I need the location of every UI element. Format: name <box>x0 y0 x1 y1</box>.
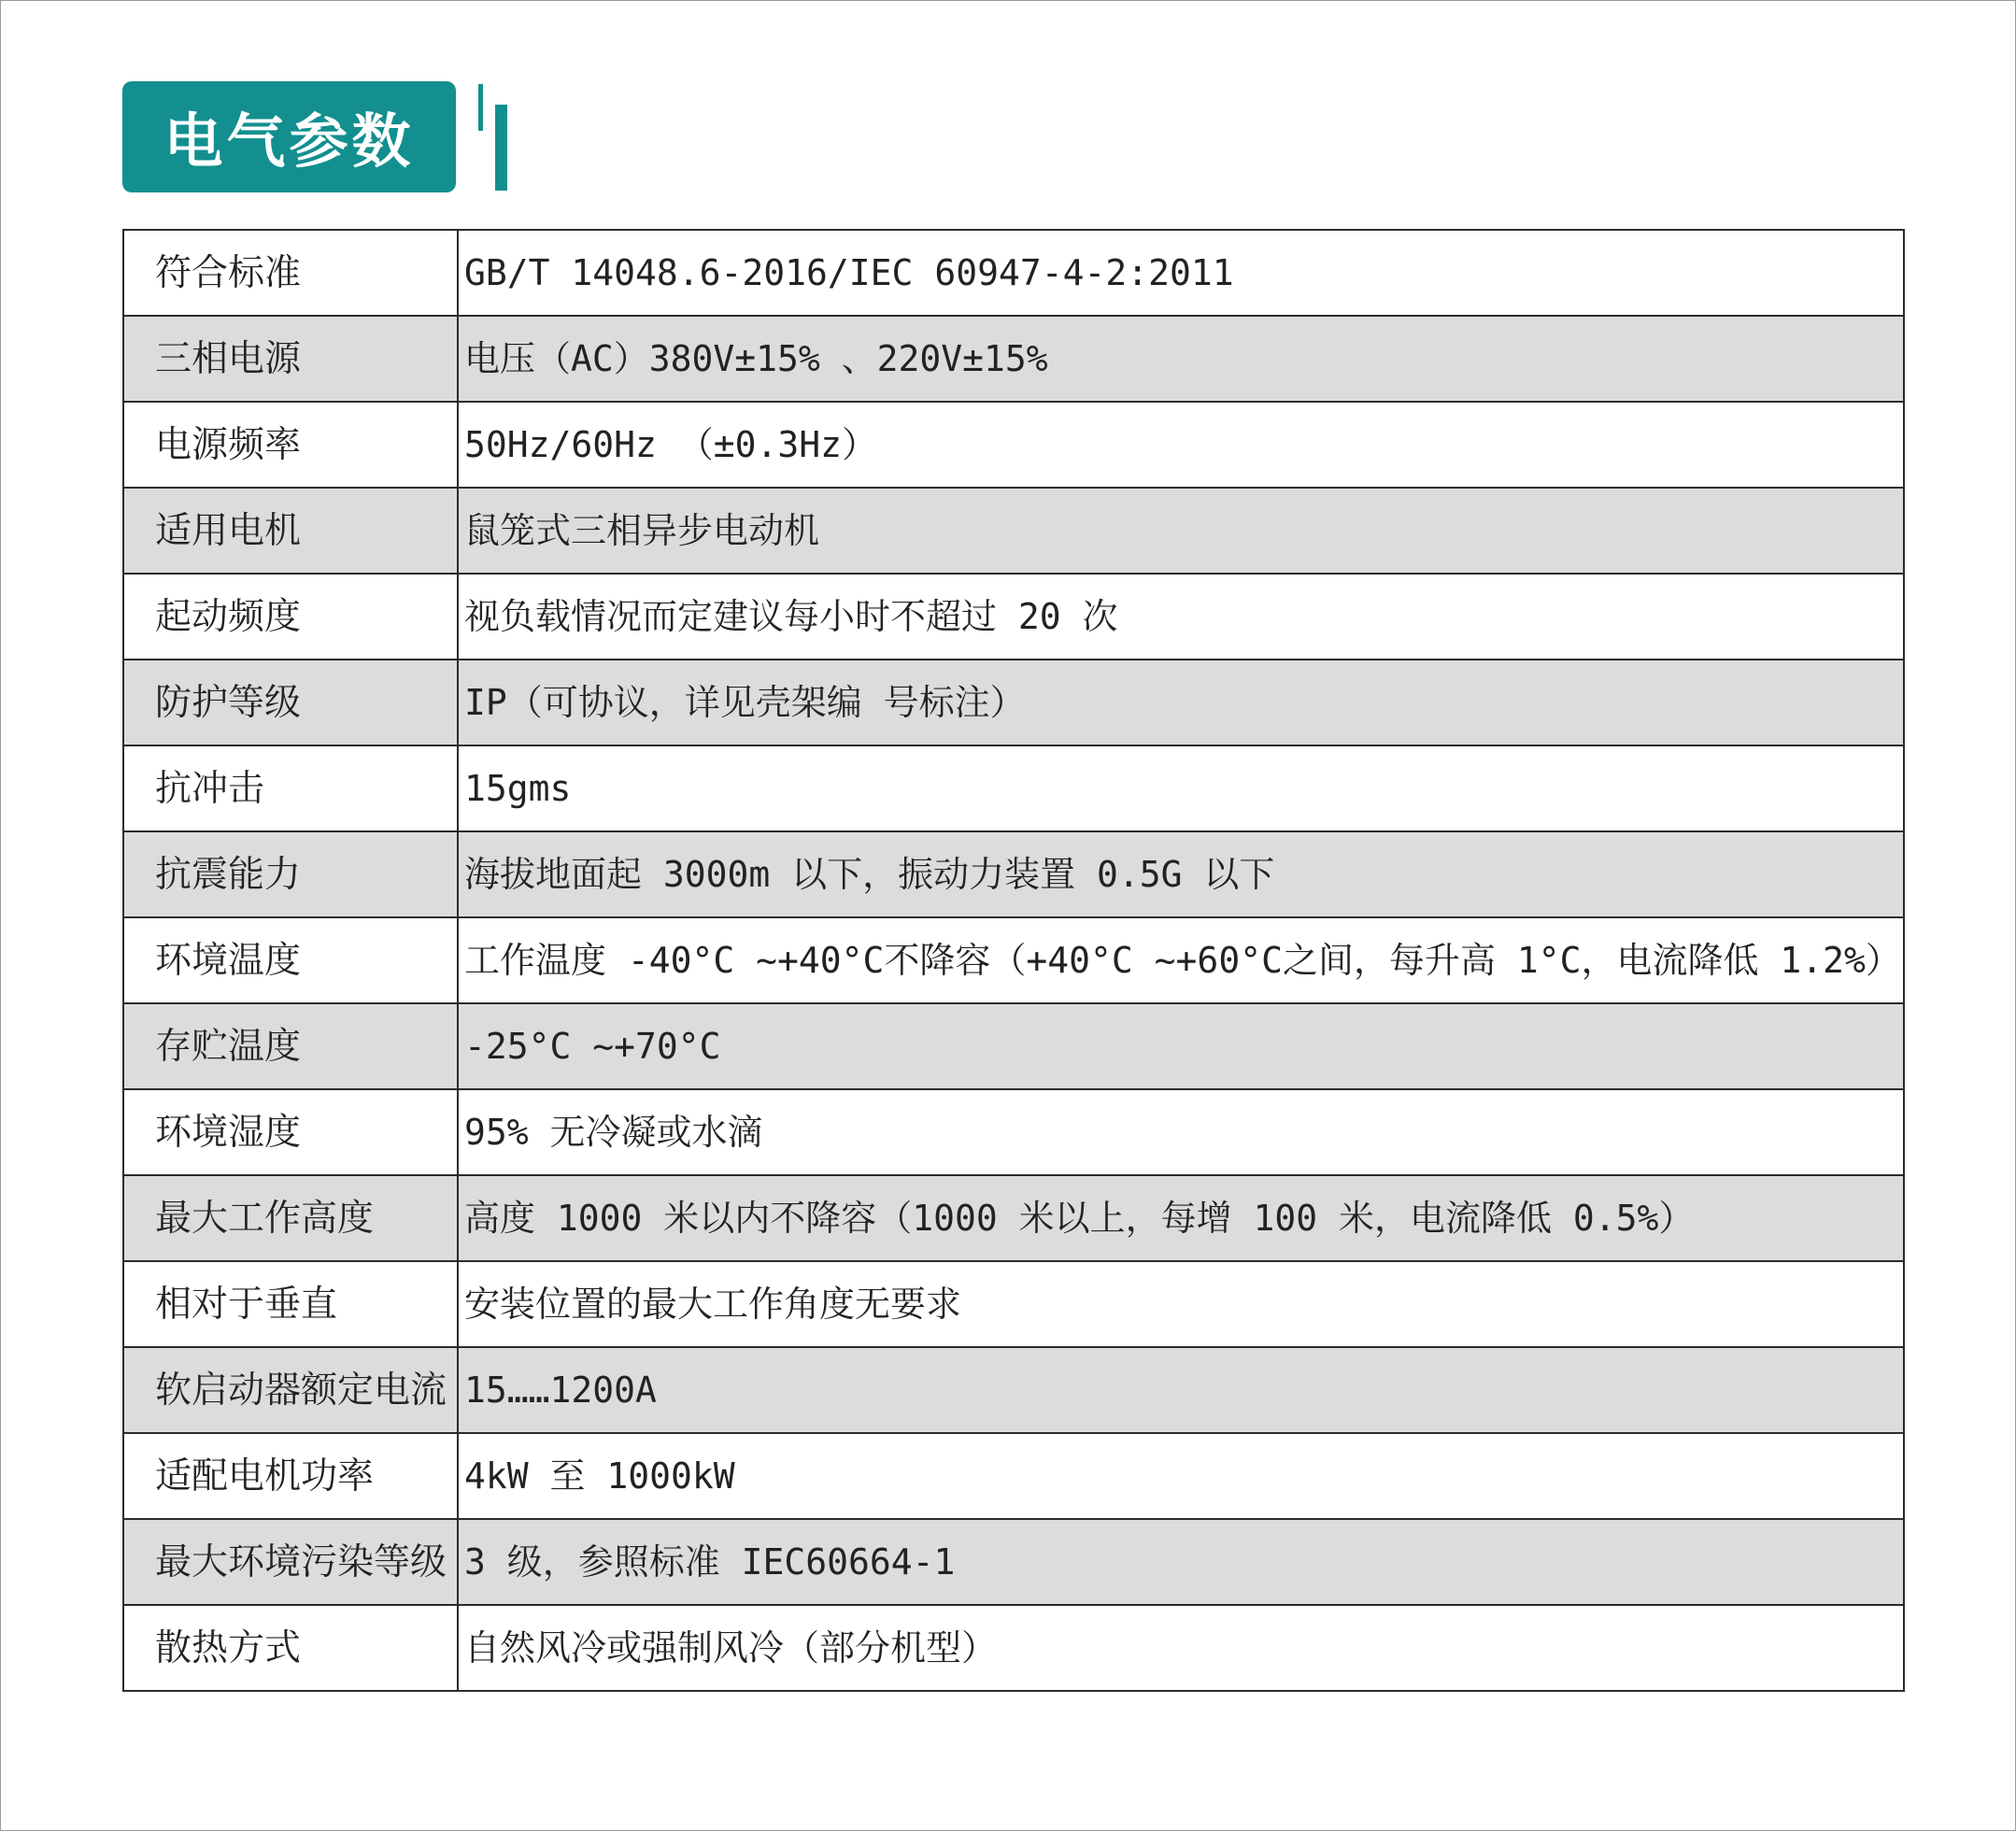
table-row <box>123 917 1904 1003</box>
row-label: 最大工作高度 <box>123 1175 458 1261</box>
row-value: 安装位置的最大工作角度无要求 <box>458 1261 1904 1347</box>
row-label: 防护等级 <box>123 660 458 745</box>
row-value: 3 级，参照标准 IEC60664-1 <box>458 1519 1904 1605</box>
title-accent-bar-thin <box>478 84 483 131</box>
row-label: 散热方式 <box>123 1605 458 1691</box>
row-label: 电源频率 <box>123 402 458 488</box>
row-label: 软启动器额定电流 <box>123 1347 458 1433</box>
section-title: 电气参数 <box>122 81 456 192</box>
row-value: 海拔地面起 3000m 以下，振动力装置 0.5G 以下 <box>458 831 1904 917</box>
title-accent-bar-thick <box>495 105 507 191</box>
row-value: 95% 无冷凝或水滴 <box>458 1089 1904 1175</box>
row-label: 抗震能力 <box>123 831 458 917</box>
electrical-parameters-table <box>122 229 1905 1692</box>
row-label: 三相电源 <box>123 316 458 402</box>
row-value: 15……1200A <box>458 1347 1904 1433</box>
row-label: 抗冲击 <box>123 745 458 831</box>
table-row <box>123 1261 1904 1347</box>
row-label: 适配电机功率 <box>123 1433 458 1519</box>
row-label: 符合标准 <box>123 230 458 316</box>
table-row <box>123 660 1904 745</box>
row-value: 鼠笼式三相异步电动机 <box>458 488 1904 574</box>
row-value: -25°C ~+70°C <box>458 1003 1904 1089</box>
table-row <box>123 1003 1904 1089</box>
table-row <box>123 1175 1904 1261</box>
table-row <box>123 1347 1904 1433</box>
row-value: 高度 1000 米以内不降容（1000 米以上，每增 100 米，电流降低 0.5%） <box>458 1175 1904 1261</box>
table-row <box>123 831 1904 917</box>
table-row <box>123 1519 1904 1605</box>
row-label: 起动频度 <box>123 574 458 660</box>
table-row <box>123 1605 1904 1691</box>
row-label: 适用电机 <box>123 488 458 574</box>
row-value: 电压（AC）380V±15% 、220V±15% <box>458 316 1904 402</box>
table-row <box>123 402 1904 488</box>
table-row <box>123 488 1904 574</box>
row-value: 50Hz/60Hz （±0.3Hz） <box>458 402 1904 488</box>
row-value: 15gms <box>458 745 1904 831</box>
row-value: GB/T 14048.6-2016/IEC 60947-4-2:2011 <box>458 230 1904 316</box>
table-row <box>123 574 1904 660</box>
row-value: 自然风冷或强制风冷（部分机型） <box>458 1605 1904 1691</box>
table-row <box>123 1089 1904 1175</box>
row-label: 环境温度 <box>123 917 458 1003</box>
row-label: 环境湿度 <box>123 1089 458 1175</box>
table-row <box>123 316 1904 402</box>
table-row <box>123 1433 1904 1519</box>
row-label: 最大环境污染等级 <box>123 1519 458 1605</box>
table-row <box>123 230 1904 316</box>
row-value: 工作温度 -40°C ~+40°C不降容（+40°C ~+60°C之间，每升高 1°C，电流降低 1.2%） <box>458 917 1904 1003</box>
row-value: 视负载情况而定建议每小时不超过 20 次 <box>458 574 1904 660</box>
table-row <box>123 745 1904 831</box>
row-value: IP（可协议，详见壳架编 号标注） <box>458 660 1904 745</box>
row-label: 相对于垂直 <box>123 1261 458 1347</box>
row-label: 存贮温度 <box>123 1003 458 1089</box>
row-value: 4kW 至 1000kW <box>458 1433 1904 1519</box>
